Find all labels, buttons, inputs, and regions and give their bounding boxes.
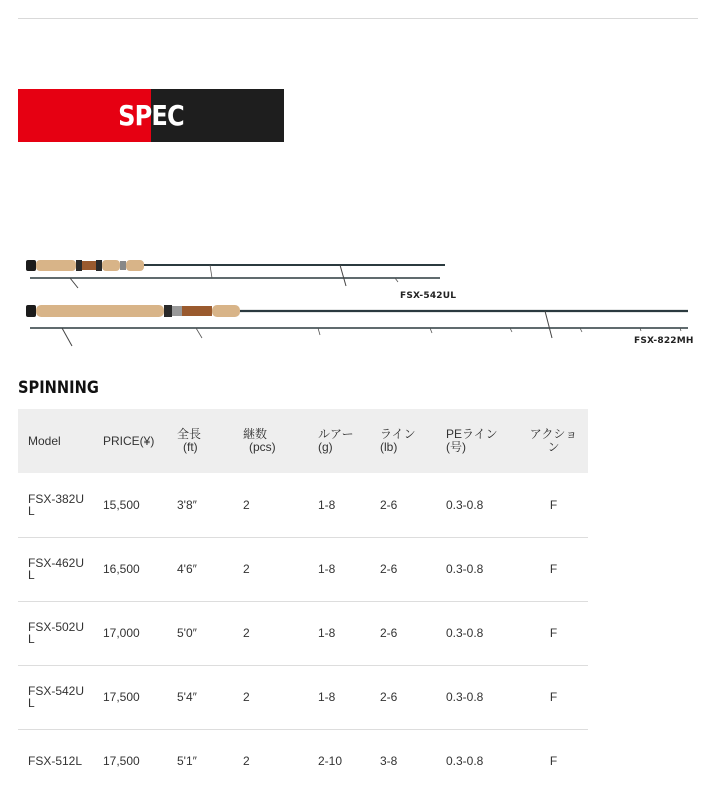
header-price: PRICE(¥) [103, 433, 155, 448]
cell-action: F [549, 754, 558, 769]
header-pe-line: PEライン (号) [446, 427, 498, 454]
header-lure: ルアー (g) [318, 427, 354, 454]
cell-lure: 1-8 [318, 497, 336, 512]
rod-label-fsx-822mh: FSX-822MH [634, 336, 694, 346]
cell-length: 3'8″ [177, 497, 197, 512]
cell-pe-line: 0.3-0.8 [446, 497, 484, 512]
cell-model: FSX-382UL [28, 491, 85, 518]
cell-pe-line: 0.3-0.8 [446, 626, 484, 640]
top-divider [18, 18, 698, 19]
rod-label-fsx-542ul: FSX-542UL [400, 291, 457, 301]
spec-banner [18, 89, 284, 142]
cell-lure: 1-8 [318, 626, 336, 640]
cell-action: F [549, 690, 558, 704]
cell-model: FSX-462UL [28, 556, 85, 582]
cell-length: 4'6″ [177, 562, 197, 576]
section-title-spinning: SPINNING [18, 378, 99, 398]
cell-pe-line: 0.3-0.8 [446, 690, 484, 704]
cell-action: F [549, 626, 558, 640]
cell-lure: 1-8 [318, 690, 336, 704]
table-row [18, 473, 588, 537]
header-model: Model [28, 433, 61, 448]
cell-price: 15,500 [103, 497, 140, 512]
rod-fsx-822mh-image [26, 305, 688, 346]
spec-banner-title: SPEC [118, 99, 184, 132]
header-action: アクショ ン [529, 427, 578, 454]
rod-illustration [0, 240, 720, 360]
table-row [18, 601, 588, 665]
cell-price: 16,500 [103, 562, 140, 576]
cell-line: 2-6 [380, 562, 398, 576]
cell-pieces: 2 [243, 497, 250, 512]
table-row [18, 665, 588, 729]
table-row [18, 729, 588, 793]
header-length: 全長 (ft) [177, 427, 202, 454]
cell-length: 5'1″ [177, 754, 197, 769]
cell-pieces: 2 [243, 690, 250, 704]
cell-action: F [549, 562, 558, 576]
cell-pieces: 2 [243, 626, 250, 640]
cell-pe-line: 0.3-0.8 [446, 754, 484, 769]
rod-fsx-542ul-image [26, 260, 445, 288]
cell-length: 5'0″ [177, 626, 197, 640]
cell-pieces: 2 [243, 562, 250, 576]
cell-price: 17,500 [103, 754, 140, 769]
cell-line: 2-6 [380, 690, 398, 704]
header-pieces: 継数 (pcs) [243, 427, 276, 454]
table-header-row [18, 409, 588, 473]
cell-lure: 2-10 [318, 754, 343, 769]
cell-length: 5'4″ [177, 690, 197, 704]
cell-pieces: 2 [243, 754, 250, 769]
cell-lure: 1-8 [318, 562, 336, 576]
cell-price: 17,000 [103, 626, 140, 640]
cell-model: FSX-502UL [28, 620, 85, 646]
cell-price: 17,500 [103, 690, 140, 704]
cell-line: 2-6 [380, 626, 398, 640]
cell-model: FSX-512L [28, 754, 83, 769]
table-row [18, 537, 588, 601]
cell-action: F [549, 497, 558, 512]
cell-line: 3-8 [380, 754, 398, 769]
spec-table [18, 409, 588, 793]
header-line: ライン (lb) [380, 427, 416, 454]
cell-model: FSX-542UL [28, 684, 85, 710]
cell-pe-line: 0.3-0.8 [446, 562, 484, 576]
cell-line: 2-6 [380, 497, 398, 512]
rod-images [0, 240, 720, 360]
